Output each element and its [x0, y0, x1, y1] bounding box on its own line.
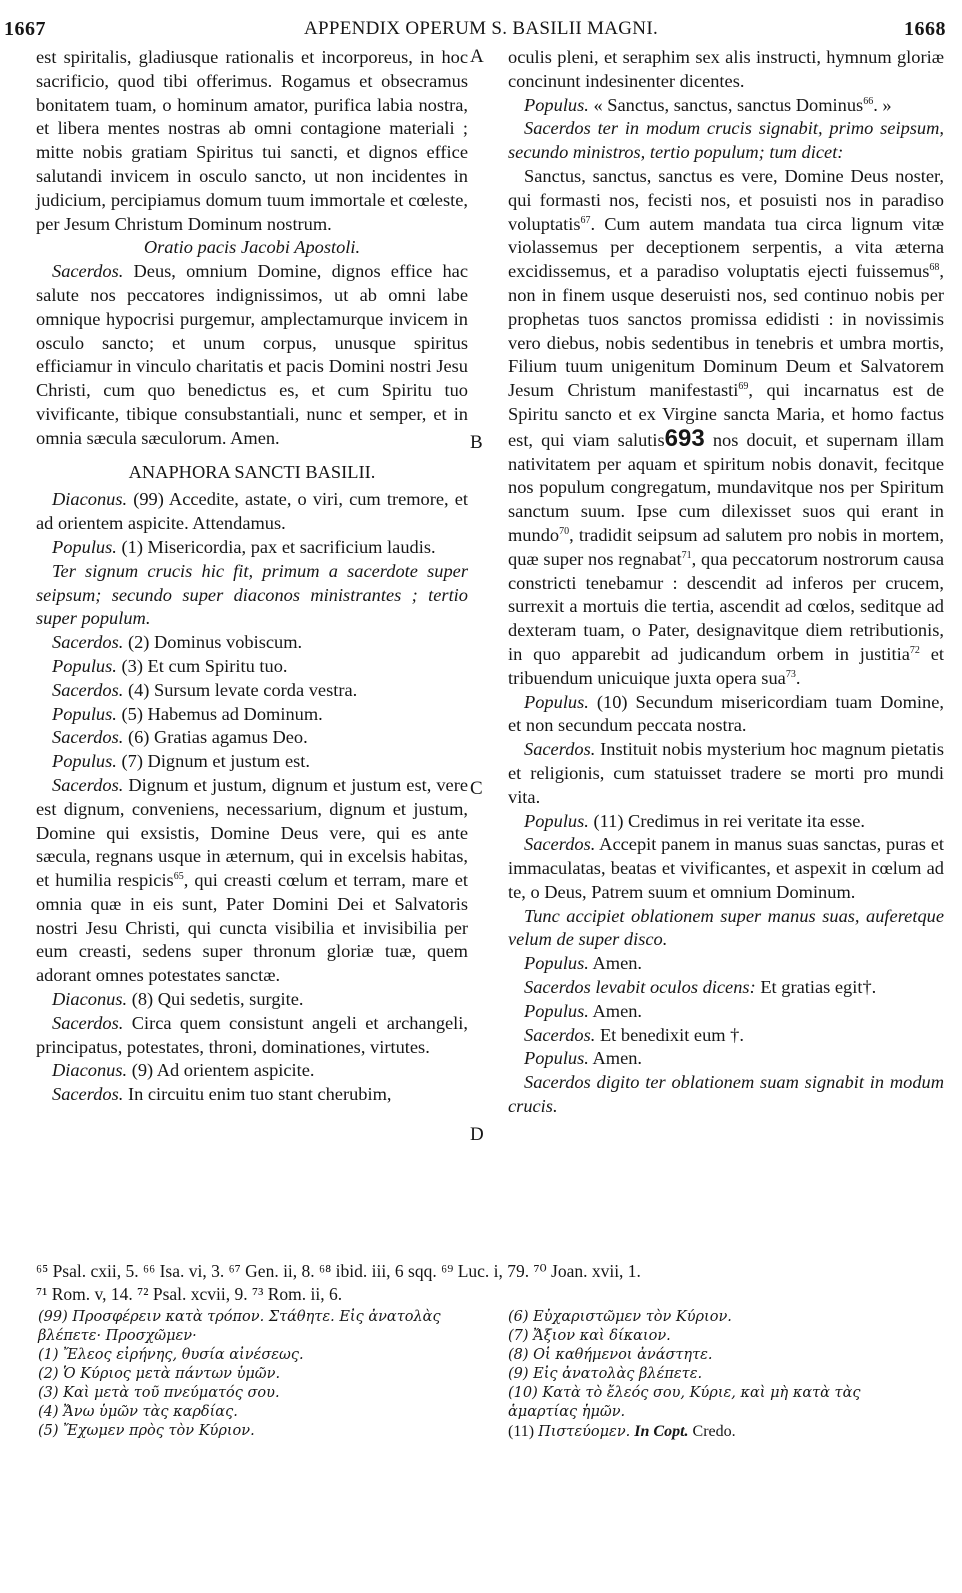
paragraph [36, 1012, 468, 1060]
scripture-references [36, 1260, 944, 1306]
footnote-line: (6) Εὐχαριστῶμεν τὸν Κύριον. [508, 1309, 732, 1325]
paragraph-text: (2) Dominus vobiscum. [127, 632, 303, 653]
paragraph [36, 260, 468, 450]
scripture-references-line: ⁶⁵ Psal. cxii, 5. ⁶⁶ Isa. vi, 3. ⁶⁷ Gen. ii, 8. ⁶⁸ ibid. iii, 6 sqq. ⁶⁹ Luc. i, 79. ⁷⁰ Joan. xvii, 1. [36, 1261, 641, 1281]
paragraph [36, 679, 468, 703]
paragraph [508, 691, 944, 739]
paragraph-text: (10) Secundum misericordiam tuam Domine, et non secundum peccata nostra. [508, 691, 944, 736]
paragraph-text: Et benedixit eum †. [599, 1024, 744, 1045]
paragraph-text: (5) Habemus ad Dominum. [121, 703, 323, 724]
speaker-label: Populus. [52, 536, 117, 557]
paragraph-text: Amen. [592, 1000, 643, 1021]
paragraph-text: (11) Credimus in rei veritate ita esse. [593, 810, 866, 831]
paragraph [36, 655, 468, 679]
margin-marker-b: B [470, 432, 483, 453]
footnotes-right [508, 1308, 944, 1442]
footnote-ref: 68 [929, 262, 940, 274]
running-header [0, 18, 962, 42]
paragraph-text: Amen. [592, 1048, 643, 1069]
paragraph-text: (1) Misericordia, pax et sacrificium laudis. [121, 536, 436, 557]
paragraph-text: (9) Ad orientem aspicite. [131, 1060, 315, 1081]
paragraph-text: . [795, 667, 801, 688]
footnote-line: (1) Ἔλεος εἰρήνης, θυσία αἰνέσεως. [38, 1347, 304, 1363]
footnote-ref: 72 [909, 644, 920, 656]
paragraph-text: . Cum autem mandata tua circa lignum vitæ violassemus per deceptionem serpentis, a vita æterna excidissemus, et a paradiso voluptatis ejecti fuissemus [508, 213, 944, 282]
footnote-ref: 69 [738, 381, 749, 393]
footnote-ref: 65 [173, 870, 184, 882]
paragraph [508, 1024, 944, 1048]
paragraph [36, 631, 468, 655]
footnote-line: (5) Ἔχωμεν πρὸς τὸν Κύριον. [38, 1423, 255, 1439]
paragraph [508, 952, 944, 976]
speaker-label: Populus. [524, 691, 589, 712]
footnote-number: (11) [508, 1423, 535, 1440]
paragraph-text: (7) Dignum et justum est. [121, 751, 310, 772]
paragraph [36, 726, 468, 750]
footnote-line [508, 1422, 944, 1442]
speaker-label: Sacerdos. [52, 261, 124, 282]
speaker-label: Sacerdos. [524, 739, 596, 760]
paragraph-text: , qui incarnatus est de Spiritu sancto et ex Virgine sancta Maria, et homo factus est, qui viam salutis [508, 380, 945, 450]
paragraph-text: (3) Et cum Spiritu tuo. [121, 655, 288, 676]
speaker-label: Sacerdos. [52, 727, 124, 748]
footnote-line: (10) Κατὰ τὸ ἔλεός σου, Κύριε, καὶ μὴ κατὰ τὰς [508, 1385, 861, 1401]
paragraph-text: Et gratias egit†. [760, 977, 877, 998]
paragraph [36, 774, 468, 988]
footnote-ref: 67 [580, 214, 591, 226]
speaker-label: Sacerdos. [52, 1012, 124, 1033]
footnote-line: (99) Προσφέρειν κατὰ τρόπον. Στάθητε. Εἰς ἀνατολὰς [38, 1309, 441, 1325]
footnote-ref: 66 [863, 95, 874, 107]
speaker-label: Sacerdos. [524, 1024, 596, 1045]
paragraph-text: (99) Accedite, astate, o viri, cum tremore, et ad orientem aspicite. Attendamus. [36, 489, 468, 534]
margin-marker-d: D [470, 1124, 484, 1145]
paragraph-text: Circa quem consistunt angeli et archangeli, principatus, potestates, throni, dominationes, virtutes. [36, 1012, 468, 1057]
paragraph [36, 750, 468, 774]
paragraph-text: et tribuendum unicuique juxta opera sua [508, 643, 944, 688]
footnote-line: (2) Ὁ Κύριος μετὰ πάντων ὑμῶν. [38, 1366, 281, 1382]
speaker-label: Sacerdos. [52, 1084, 124, 1105]
rubric: Sacerdos digito ter oblationem suam signabit in modum crucis. [508, 1072, 944, 1117]
section-heading: ANAPHORA SANCTI BASILII. [128, 461, 376, 482]
speaker-label: Sacerdos. [52, 679, 124, 700]
paragraph [36, 703, 468, 727]
paragraph [508, 810, 944, 834]
paragraph-text: (6) Gratias agamus Deo. [127, 727, 308, 748]
speaker-label: Populus. [524, 1000, 589, 1021]
speaker-label: Populus. [524, 1048, 589, 1069]
footnote-greek: Πιστεύομεν. [538, 1424, 631, 1440]
scripture-references-line: ⁷¹ Rom. v, 14. ⁷² Psal. xcvii, 9. ⁷³ Rom. ii, 6. [36, 1284, 343, 1304]
speaker-label: Populus. [52, 751, 117, 772]
speaker-label: Populus. [52, 655, 117, 676]
paragraph-text: (4) Sursum levate corda vestra. [127, 679, 358, 700]
footnote-line: βλέπετε· Προσχῶμεν· [38, 1328, 197, 1344]
paragraph-text: , tradidit seipsum ad salutem pro nobis in mortem, quæ super nos regnabat [508, 524, 944, 569]
left-page-number: 1667 [4, 18, 46, 40]
speaker-label: Sacerdos. [52, 774, 124, 795]
paragraph-text: , qua peccatorum nostrorum causa constricti tenebamur : descendit ad inferos per crucem, surrexit a mortuis die tertia, ascendit ad cœlos, seditque ad dexteram tuam, o Pater, designavitque diem retributionis, in quo apparebit ad judicandum orbem in justitia [508, 548, 944, 664]
paragraph [508, 976, 944, 1000]
footnote-line: (8) Οἱ καθήμενοι ἀνάστητε. [508, 1347, 713, 1363]
footnote-latin: Credo. [692, 1423, 736, 1440]
paragraph [36, 1083, 468, 1107]
speaker-label: Populus. [524, 94, 589, 115]
section-heading: Oratio pacis Jacobi Apostoli. [143, 237, 361, 258]
speaker-label: Sacerdos. [524, 834, 596, 855]
paragraph [36, 1059, 468, 1083]
paragraph: est spiritalis, gladiusque rationalis et incorporeus, in hoc sacrificio, quod tibi offerimus. Rogamus et obsecramus bonitatem tuam, o hominum amator, purifica labia nostra, et libera mentes nostras ab omni contagione materiali ; mitte nobis gratiam Spiritus tui sancti, et dignos effice salutandi invicem in osculo sancto, ut non incidentes in judicium, percipiamus domum tuum immortale et cœleste, per Jesum Christum Dominum nostrum. [36, 47, 468, 234]
footnote-ref: 73 [785, 668, 796, 680]
rubric: Tunc accipiet oblationem super manus suas, auferetque velum de super disco. [508, 905, 944, 950]
footnote-line: (7) Ἄξιον καὶ δίκαιον. [508, 1328, 671, 1344]
paragraph: oculis pleni, et seraphim sex alis instructi, hymnum gloriæ concinunt indesinenter dicentes. [508, 47, 944, 91]
running-title: APPENDIX OPERUM S. BASILII MAGNI. [303, 18, 659, 39]
paragraph-text: Accepit panem in manus suas sanctas, puras et immaculatas, beatas et vivificantes, et aspexit in cœlum ad te, o Deus, Patrem suum et omnium Dominum. [508, 834, 944, 902]
paragraph [508, 94, 944, 118]
right-column [508, 46, 944, 1119]
speaker-label: Sacerdos levabit oculos dicens: [524, 977, 756, 998]
paragraph-text: Sanctus, sanctus, sanctus es vere, Domine Deus noster, qui formasti nos, fecisti nos, et posuisti nos in paradiso voluptatis [508, 165, 944, 234]
margin-marker-c: C [470, 778, 483, 799]
paragraph-text: , non in finem usque deseruisti nos, sed continuo nobis per prophetas tuos sanctos promissa edidisti : in novissimis vero diebus, nobis sedentibus in tenebris et umbra mortis, Filium tuum unigenitum Dominum Deum et Salvatorem Jesum Christum manifestasti [508, 261, 944, 401]
paragraph-text: Dignum et justum, dignum et justum est, vere est dignum, conveniens, necessarium, dignum et justum, Domine qui exsistis, Domine Deus vere, qui es ante sæcula, regnans usque in æternum, qui in excelsis habitas, et humilia respicis [36, 774, 468, 891]
paragraph-text: In circuitu enim tuo stant cherubim, [127, 1084, 392, 1105]
paragraph-text: , qui creasti cœlum et terram, mare et omnia quæ in eis sunt, Pater Domini Dei et Salvatoris nostri Jesu Christi, qui cuncta visibilia et invisibilia per eum creasti, sedens super thronum gloriæ tuæ, quem adorant omnes potestates sanctæ. [36, 870, 468, 986]
footnote-ref: 71 [681, 549, 692, 561]
speaker-label: Diaconus. [52, 489, 128, 510]
rubric: Sacerdos ter in modum crucis signabit, primo seipsum, secundo ministros, tertio populum; tum dicet: [508, 118, 944, 163]
rubric: Ter signum crucis hic fit, primum a sacerdote super seipsum; secundo super diaconos ministrantes ; tertio super populum. [36, 560, 468, 629]
paragraph [508, 833, 944, 904]
paragraph [508, 165, 944, 691]
footnote-line: ἁμαρτίας ἡμῶν. [508, 1404, 626, 1420]
margin-marker-a: A [470, 46, 484, 67]
paragraph-text: (8) Qui sedetis, surgite. [131, 989, 304, 1010]
footnote-line: (9) Εἰς ἀνατολὰς βλέπετε. [508, 1366, 703, 1382]
paragraph-text: nos docuit, et supernam illam nativitatem per aquam et spiritum nobis donavit, fecitque nos populum congregatum, mundavitque nos per Spiritum sanctum suum. Ipse cum dilexisset suos qui erant in mundo [508, 429, 944, 545]
page-reference-number: 693 [664, 424, 705, 452]
paragraph [508, 738, 944, 809]
paragraph [36, 988, 468, 1012]
speaker-label: Diaconus. [52, 989, 128, 1010]
paragraph-text: Amen. [592, 953, 643, 974]
footnote-line: (3) Καὶ μετὰ τοῦ πνεύματός σου. [38, 1385, 280, 1401]
footnote-ref: 70 [559, 525, 570, 537]
speaker-label: Populus. [52, 703, 117, 724]
speaker-label: Populus. [524, 810, 589, 831]
paragraph-text: Instituit nobis mysterium hoc magnum pietatis et religionis, cum statuisset tradere se morti pro mundi vita. [508, 739, 944, 807]
paragraph [508, 1047, 944, 1071]
paragraph-text: « Sanctus, sanctus, sanctus Dominus [593, 94, 864, 115]
footnote-line: (4) Ἄνω ὑμῶν τὰς καρδίας. [38, 1404, 238, 1420]
paragraph [36, 488, 468, 536]
footnotes-left [38, 1308, 468, 1441]
speaker-label: Populus. [524, 953, 589, 974]
paragraph [508, 1000, 944, 1024]
paragraph-text: Deus, omnium Domine, dignos effice hac salute nos peccatores indignissimos, ut ab omni labe omnique hypocrisi purgemur, amplectamurque invicem in osculo sancto; et unum corpus, unusque spiritus efficiamur in vinculo charitatis et pacis Domini nostri Jesu Christi, cum quo benedictus es, et cum Spiritu tuo vivificante, tibique consubstantiali, nunc et semper, et in omnia sæcula sæculorum. Amen. [36, 261, 468, 448]
paragraph [36, 536, 468, 560]
left-column [36, 46, 468, 1107]
speaker-label: Diaconus. [52, 1060, 128, 1081]
footnote-label: In Copt. [634, 1423, 689, 1440]
right-page-number: 1668 [904, 18, 946, 40]
speaker-label: Sacerdos. [52, 632, 124, 653]
paragraph-text: . » [873, 94, 892, 115]
